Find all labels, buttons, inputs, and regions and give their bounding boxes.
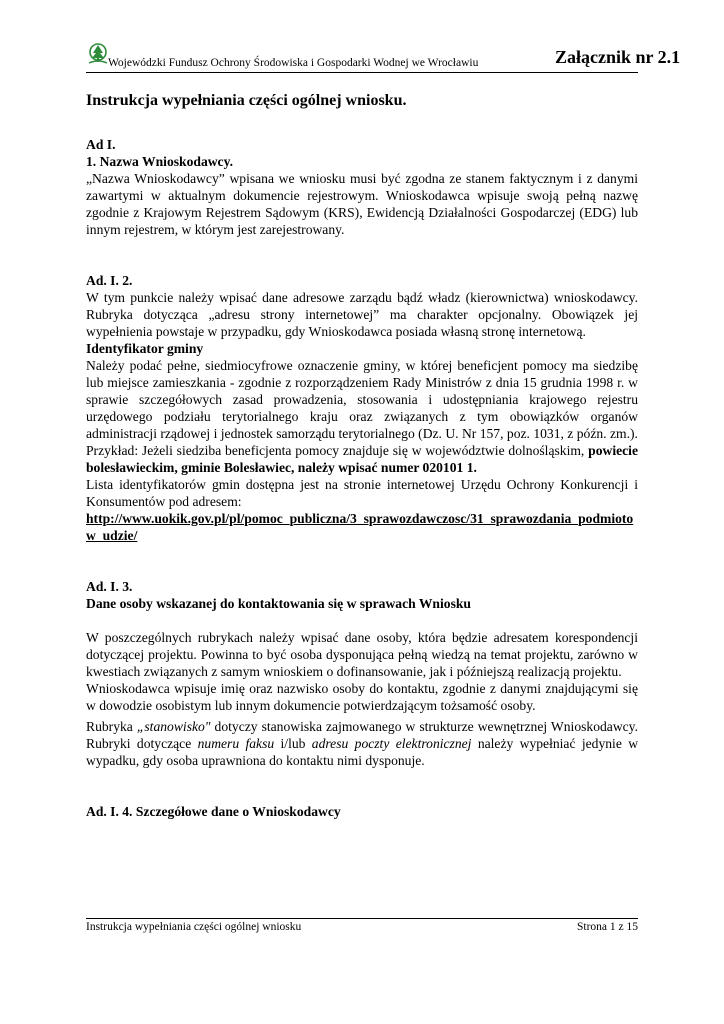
wfos-tree-logo-icon <box>86 42 110 66</box>
section-ad13-p1: W poszczególnych rubrykach należy wpisać dane osoby, która będzie adresatem korespondencji dotyczącej projektu. Powinna to być osoba dysponująca pełną wiedzą na temat projektu, zarówno w kwestiach związanych z samym wnioskiem o dofinansowanie, jak i późniejszą realizacją projektu. <box>86 630 638 679</box>
section-ad13-p3 <box>86 718 638 769</box>
section-ad13-p2: Wnioskodawca wpisuje imię oraz nazwisko osoby do kontaktu, zgodnie z danymi znajdującymi się w dowodzie osobistym lub innym dokumencie potwierdzającym tożsamość osoby. <box>86 681 638 713</box>
footer-divider <box>86 918 638 919</box>
document-body <box>86 136 638 820</box>
attachment-label: Załącznik nr 2.1 <box>555 47 681 67</box>
p3-italic-fax: numeru faksu <box>197 736 275 751</box>
header-divider <box>86 72 638 73</box>
gmina-example-bold: powiecie bolesławieckim, gminie Bolesławiec, należy wpisać numer 020101 1. <box>86 443 638 475</box>
page-number: Strona 1 z 15 <box>576 921 638 933</box>
section-ad12-body: W tym punkcie należy wpisać dane adresowe zarządu bądź władz (kierownictwa) wnioskodawcy. Rubryka dotycząca „adresu strony internetowej” ma charakter opcjonalny. Obowiązek jej wypełnienia powstaje w przypadku, gdy Wnioskodawca posiada własną stronę internetową. <box>86 290 638 339</box>
section-ad1-body: „Nazwa Wnioskodawcy” wpisana we wniosku musi być zgodna ze stanem faktycznym i z danymi zawartymi w aktualnym dokumencie rejestrowym. Wnioskodawca wpisuje swoją pełną nazwę zgodnie z Krajowym Rejestrem Sądowym (KRS), Ewidencją Działalności Gospodarczej (EDG) lub innym rejestrem, w którym jest zarejestrowany. <box>86 171 638 237</box>
uokik-link[interactable]: http://www.uokik.gov.pl/pl/pomoc_publiczna/3_sprawozdawczosc/31_sprawozdania_podmiotow_udzie/ <box>86 511 634 543</box>
gmina-identifier-heading: Identyfikator gminy <box>86 341 204 356</box>
header-organization: Wojewódzki Fundusz Ochrony Środowiska i Gospodarki Wodnej we Wrocławiu <box>108 57 479 69</box>
section-ad13-subheading: Dane osoby wskazanej do kontaktowania się w sprawach Wniosku <box>86 596 471 611</box>
p3-text-a: Rubryka <box>86 719 137 734</box>
p3-italic-stanowisko: „stanowisko" <box>136 719 211 734</box>
footer-title: Instrukcja wypełniania części ogólnej wniosku <box>86 921 302 933</box>
section-ad12-heading: Ad. I. 2. <box>86 273 133 288</box>
section-ad14-heading: Ad. I. 4. Szczegółowe dane o Wnioskodawcy <box>86 804 341 819</box>
document-title: Instrukcja wypełniania części ogólnej wniosku. <box>86 92 407 109</box>
gmina-list-text: Lista identyfikatorów gmin dostępna jest na stronie internetowej Urzędu Ochrony Konkurencji i Konsumentów pod adresem: <box>86 477 638 509</box>
section-ad1-label: Ad I. <box>86 137 116 152</box>
gmina-example <box>86 442 638 476</box>
gmina-example-text: Przykład: Jeżeli siedziba beneficjenta pomocy znajduje się w województwie dolnośląskim, <box>86 443 589 458</box>
section-ad13-heading: Ad. I. 3. <box>86 579 133 594</box>
p3-italic-email: adresu poczty elektronicznej <box>311 736 472 751</box>
p3-text-b: dotyczy stanowiska zajmowanego w strukturze wewnętrznej Wnioskodawcy. Rubryki dotyczące <box>86 719 638 751</box>
section-ad1-heading: 1. Nazwa Wnioskodawcy. <box>86 154 234 169</box>
p3-text-c: i/lub <box>274 736 312 751</box>
p3-text-d: należy wypełniać jedynie w wypadku, gdy osoba uprawniona do kontaktu nimi dysponuje. <box>86 736 639 768</box>
gmina-identifier-body: Należy podać pełne, siedmiocyfrowe oznaczenie gminy, w której beneficjent pomocy ma siedzibę lub miejsce zamieszkania - zgodnie z rozporządzeniem Rady Ministrów z dnia 15 grudnia 1998 r. w sprawie szczegółowych zasad prowadzenia, stosowania i udostępniania krajowego rejestru urzędowego podziału terytorialnego kraju oraz związanych z tym obowiązków organów administracji rządowej i jednostek samorządu terytorialnego (Dz. U. Nr 157, poz. 1031, z późn. zm.). <box>86 358 638 441</box>
